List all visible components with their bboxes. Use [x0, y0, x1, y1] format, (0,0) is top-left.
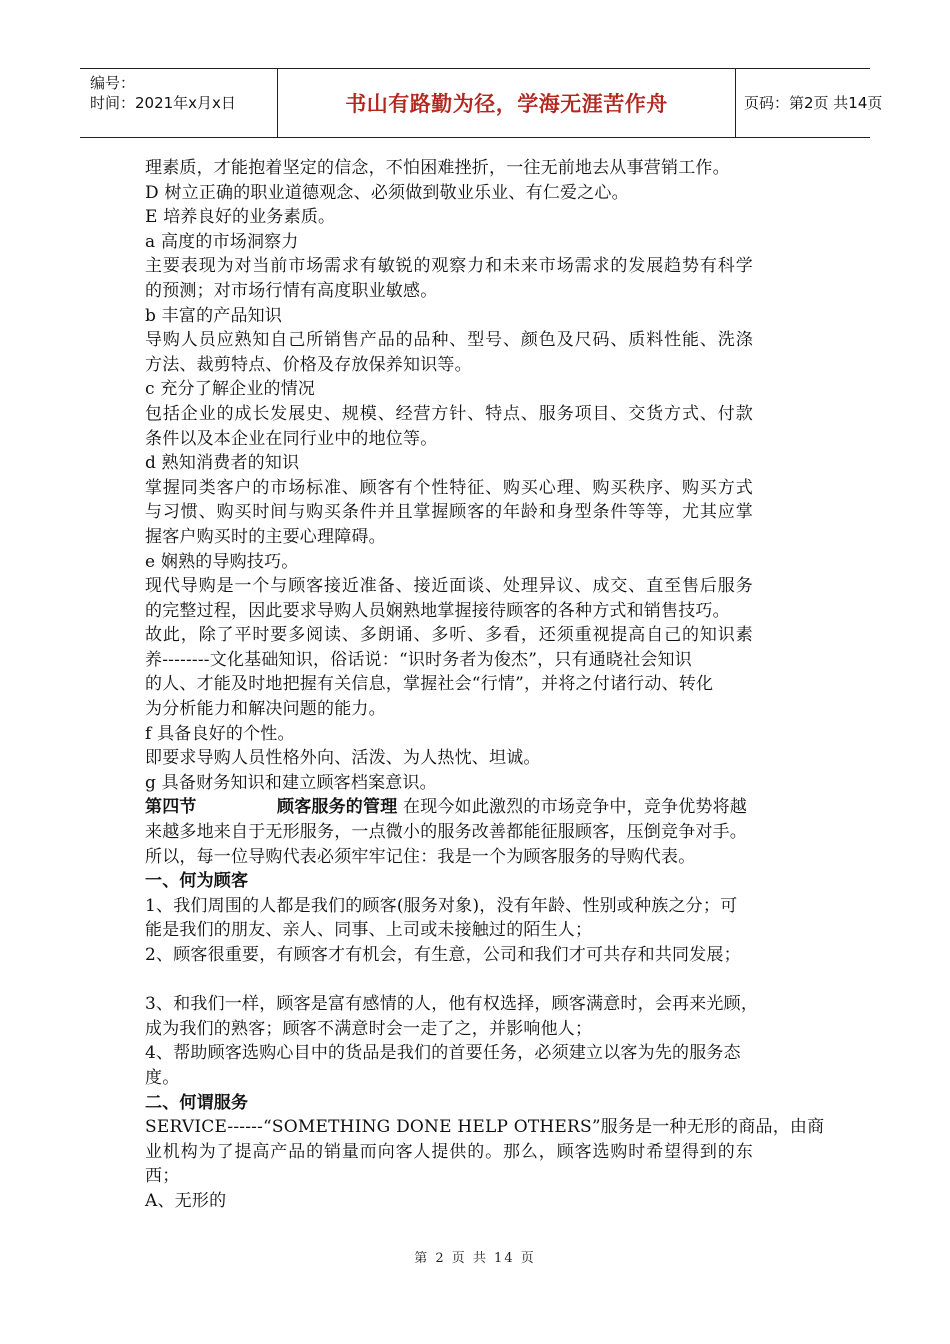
text-line: 养--------文化基础知识，俗话说：“识时务者为俊杰”，只有通晓社会知识	[145, 649, 692, 670]
section-title: 顾客服务的管理	[277, 797, 398, 818]
text-line: 能是我们的朋友、亲人、同事、上司或未接触过的陌生人；	[145, 920, 593, 941]
text-line: 的完整过程，因此要求导购人员娴熟地掌握接待顾客的各种方式和销售技巧。	[145, 600, 730, 621]
text-line: 3、和我们一样，顾客是富有感情的人，他有权选择，顾客满意时，会再来光顾，	[145, 994, 759, 1015]
blank-line	[145, 968, 820, 993]
header-page-label: 页码：第2页 共14页	[744, 94, 883, 112]
text-line: 现代导购是一个与顾客接近准备、接近面谈、处理异议、成交、直至售后服务	[145, 576, 754, 597]
text-line: c 充分了解企业的情况	[145, 379, 316, 400]
text-line: 握客户购买时的主要心理障碍。	[145, 526, 386, 547]
text-line: b 丰富的产品知识	[145, 305, 283, 326]
text-line: 4、帮助顾客选购心目中的货品是我们的首要任务，必须建立以客为先的服务态	[145, 1043, 741, 1064]
subheading-customer: 一、何为顾客	[145, 871, 249, 892]
text-line: 西；	[145, 1166, 180, 1187]
text-line: 导购人员应熟知自己所销售产品的品种、型号、颜色及尺码、质料性能、洗涤	[145, 330, 754, 351]
text-line: 理素质，才能抱着坚定的信念，不怕困难挫折，一往无前地去从事营销工作。	[145, 158, 730, 178]
text-line: 来越多地来自于无形服务，一点微小的服务改善都能征服顾客，压倒竞争对手。	[145, 822, 747, 843]
number-label: 编号：	[90, 74, 136, 92]
text-line: g 具备财务知识和建立顾客档案意识。	[145, 772, 437, 793]
section-intro: 在现今如此激烈的市场竞争中，竞争优势将越	[403, 797, 748, 818]
text-line: 掌握同类客户的市场标准、顾客有个性特征、购买心理、购买秩序、购买方式	[145, 477, 754, 498]
section-heading-4	[145, 795, 820, 820]
text-line: 条件以及本企业在同行业中的地位等。	[145, 428, 438, 449]
text-line: 业机构为了提高产品的销量而向客人提供的。那么，顾客选购时希望得到的东	[145, 1141, 754, 1162]
text-line: 主要表现为对当前市场需求有敏锐的观察力和未来市场需求的发展趋势有科学	[145, 256, 754, 277]
page-header	[80, 68, 883, 138]
text-line: 成为我们的熟客；顾客不满意时会一走了之，并影响他人；	[145, 1018, 593, 1039]
text-line: 度。	[145, 1067, 180, 1088]
text-line: SERVICE------“SOMETHING DONE HELP OTHERS”服务是一种无形的商品，由商	[145, 1117, 825, 1138]
text-line: 包括企业的成长发展史、规模、经营方针、特点、服务项目、交货方式、付款	[145, 403, 754, 424]
text-line: D 树立正确的职业道德观念、必须做到敬业乐业、有仁爱之心。	[145, 182, 629, 203]
text-line: 方法、裁剪特点、价格及存放保养知识等。	[145, 354, 472, 375]
text-line: d 熟知消费者的知识	[145, 453, 300, 474]
text-line: e 娴熟的导购技巧。	[145, 551, 299, 572]
text-line: 所以，每一位导购代表必须牢牢记住：我是一个为顾客服务的导购代表。	[145, 846, 696, 867]
text-line: 2、顾客很重要，有顾客才有机会，有生意，公司和我们才可共存和共同发展；	[145, 945, 741, 965]
text-line: 1、我们周围的人都是我们的顾客(服务对象)，没有年龄、性别或种族之分；可	[145, 895, 738, 916]
text-line: 与习惯、购买时间与购买条件并且掌握顾客的年龄和身型条件等等，尤其应掌	[145, 502, 754, 523]
text-line: a 高度的市场洞察力	[145, 231, 299, 252]
page-footer: 第 2 页 共 14 页	[414, 1251, 536, 1266]
header-meta	[90, 73, 236, 113]
text-line: 故此，除了平时要多阅读、多朗诵、多听、多看，还须重视提高自己的知识素	[145, 625, 754, 646]
motto: 书山有路勤为径，学海无涯苦作舟	[277, 69, 736, 137]
text-line: 的人、才能及时地把握有关信息，掌握社会“行情”，并将之付诸行动、转化	[145, 674, 714, 695]
text-line: 为分析能力和解决问题的能力。	[145, 699, 386, 720]
text-line: 即要求导购人员性格外向、活泼、为人热忱、坦诚。	[145, 748, 541, 769]
document-body	[145, 156, 825, 1214]
section-number: 第四节	[145, 797, 197, 818]
text-line: A、无形的	[145, 1190, 227, 1211]
text-line: E 培养良好的业务素质。	[145, 207, 336, 228]
subheading-service: 二、何谓服务	[145, 1092, 249, 1113]
time-label: 时间：2021年x月x日	[90, 94, 236, 112]
text-line: 的预测；对市场行情有高度职业敏感。	[145, 280, 438, 301]
text-line: f 具备良好的个性。	[145, 723, 295, 744]
